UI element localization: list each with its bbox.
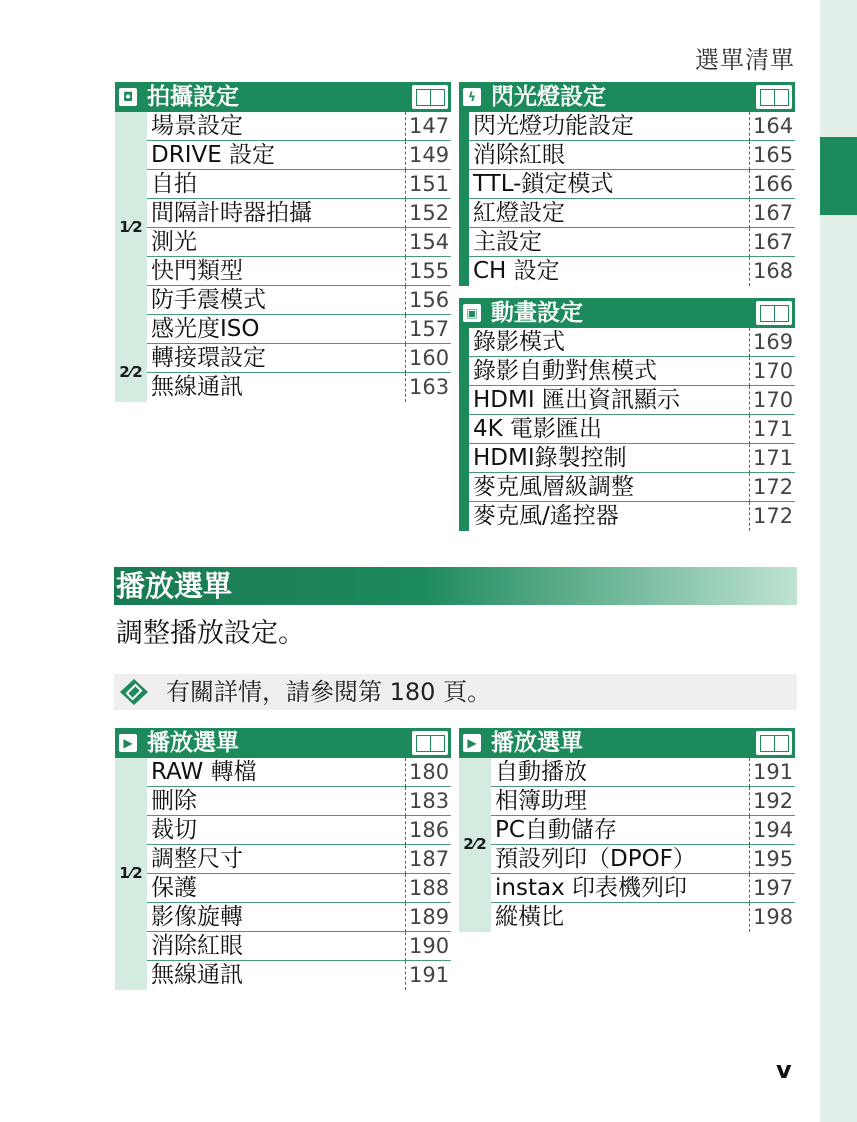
table-row	[147, 344, 451, 373]
table-body	[459, 112, 795, 286]
row-group	[459, 328, 795, 531]
menu-item-name: 錄影模式	[473, 329, 565, 355]
table-row	[147, 932, 451, 961]
note-text: 有關詳情，請參閱第 180 頁。	[166, 678, 492, 706]
table-row	[491, 903, 795, 932]
table-row	[469, 357, 795, 386]
page-reference: 198	[749, 903, 795, 932]
table-row	[147, 141, 451, 170]
page-reference: 191	[405, 961, 451, 990]
table-body	[459, 758, 795, 932]
group-label	[459, 112, 469, 286]
menu-item-name: 快門類型	[151, 258, 243, 284]
menu-item-name: CH 設定	[473, 258, 560, 284]
book-icon	[412, 731, 448, 755]
table-row	[491, 758, 795, 787]
table-row	[147, 373, 451, 402]
page-reference: 166	[749, 170, 795, 199]
menu-item-name: 影像旋轉	[151, 904, 243, 930]
page-reference: 172	[749, 502, 795, 531]
page-reference: 169	[749, 328, 795, 357]
page-reference: 186	[405, 816, 451, 845]
table-row	[469, 502, 795, 531]
menu-item-name: 麥克風層級調整	[473, 474, 634, 500]
page-reference: 197	[749, 874, 795, 903]
table-row	[147, 228, 451, 257]
page-reference: 155	[405, 257, 451, 286]
page-number: v	[776, 1056, 792, 1084]
menu-item-name: 自拍	[151, 171, 197, 197]
menu-item-name: HDMI錄製控制	[473, 445, 627, 471]
table-row	[147, 286, 451, 315]
group-label	[459, 758, 491, 932]
book-icon	[756, 85, 792, 109]
movie-icon: ▣	[463, 304, 481, 322]
table-row	[469, 386, 795, 415]
menu-item-name: 主設定	[473, 229, 542, 255]
menu-item-name: RAW 轉檔	[151, 759, 257, 785]
table-row	[147, 903, 451, 932]
row-group	[115, 112, 451, 344]
page-reference: 170	[749, 357, 795, 386]
section-heading	[114, 567, 797, 605]
table-title: 拍攝設定	[147, 84, 239, 110]
page-reference: 167	[749, 199, 795, 228]
menu-item-name: 縱橫比	[495, 904, 564, 930]
menu-item-name: 4K 電影匯出	[473, 416, 603, 442]
group-page-indicator: 1⁄2	[119, 864, 143, 882]
page-reference: 183	[405, 787, 451, 816]
page-reference: 172	[749, 473, 795, 502]
table-row	[147, 816, 451, 845]
playback-icon: ▶	[463, 734, 481, 752]
menu-item-name: 無線通訊	[151, 962, 243, 988]
group-page-indicator: 1⁄2	[119, 218, 143, 236]
row-group	[115, 758, 451, 990]
page-reference: 151	[405, 170, 451, 199]
menu-item-name: 裁切	[151, 817, 197, 843]
menu-item-name: PC自動儲存	[495, 817, 617, 843]
page-reference: 157	[405, 315, 451, 344]
page-reference: 147	[405, 112, 451, 141]
row-group	[115, 344, 451, 402]
page-reference: 191	[749, 758, 795, 787]
page-reference: 180	[405, 758, 451, 787]
table-row	[147, 112, 451, 141]
table-row	[469, 141, 795, 170]
table-header	[459, 298, 795, 328]
note-icon	[119, 678, 149, 706]
table-body	[115, 758, 451, 990]
page-reference: 187	[405, 845, 451, 874]
menu-item-name: DRIVE 設定	[151, 142, 276, 168]
table-header	[459, 82, 795, 112]
table-row	[469, 328, 795, 357]
table-body	[459, 328, 795, 531]
menu-item-name: HDMI 匯出資訊顯示	[473, 387, 680, 413]
table-row	[469, 112, 795, 141]
table-row	[147, 874, 451, 903]
table-row	[469, 473, 795, 502]
table-title: 播放選單	[147, 730, 239, 756]
group-label	[459, 328, 469, 531]
page-reference: 160	[405, 344, 451, 373]
table-row	[147, 257, 451, 286]
table-header	[115, 82, 451, 112]
table-row	[147, 758, 451, 787]
flash-settings-table	[459, 82, 795, 286]
page-reference: 165	[749, 141, 795, 170]
group-label	[115, 112, 147, 344]
menu-item-name: 感光度ISO	[151, 316, 260, 342]
table-row	[469, 228, 795, 257]
page-reference: 152	[405, 199, 451, 228]
page-reference: 188	[405, 874, 451, 903]
menu-item-name: 無線通訊	[151, 374, 243, 400]
table-row	[491, 874, 795, 903]
menu-item-name: 場景設定	[151, 113, 243, 139]
book-icon	[756, 301, 792, 325]
table-row	[469, 170, 795, 199]
menu-item-name: 測光	[151, 229, 197, 255]
menu-item-name: 防手震模式	[151, 287, 266, 313]
playback-icon: ▶	[119, 734, 137, 752]
group-label	[115, 344, 147, 402]
group-label	[115, 758, 147, 990]
table-title: 播放選單	[491, 730, 583, 756]
book-icon	[756, 731, 792, 755]
menu-item-name: 錄影自動對焦模式	[473, 358, 657, 384]
table-row	[469, 415, 795, 444]
page-reference: 164	[749, 112, 795, 141]
page-reference: 189	[405, 903, 451, 932]
camera-icon: ◘	[119, 88, 137, 106]
menu-item-name: 保護	[151, 875, 197, 901]
page-reference: 154	[405, 228, 451, 257]
menu-item-name: 刪除	[151, 788, 197, 814]
chapter-tab	[820, 137, 857, 215]
table-row	[491, 816, 795, 845]
section-title: 播放選單	[116, 569, 233, 603]
menu-item-name: 紅燈設定	[473, 200, 565, 226]
table-header	[459, 728, 795, 758]
table-title: 動畫設定	[491, 300, 583, 326]
menu-item-name: 閃光燈功能設定	[473, 113, 634, 139]
table-row	[147, 170, 451, 199]
menu-item-name: 調整尺寸	[151, 846, 243, 872]
menu-item-name: 消除紅眼	[473, 142, 565, 168]
page-reference: 194	[749, 816, 795, 845]
menu-item-name: 自動播放	[495, 759, 587, 785]
section-intro: 調整播放設定。	[116, 618, 305, 649]
page-reference: 163	[405, 373, 451, 402]
table-row	[147, 845, 451, 874]
page-reference: 168	[749, 257, 795, 286]
table-row	[469, 444, 795, 473]
menu-item-name: 預設列印（DPOF）	[495, 846, 696, 872]
page-reference: 171	[749, 415, 795, 444]
menu-item-name: 間隔計時器拍攝	[151, 200, 312, 226]
page-reference: 149	[405, 141, 451, 170]
table-title: 閃光燈設定	[491, 84, 606, 110]
flash-icon: ϟ	[463, 88, 481, 106]
menu-item-name: 消除紅眼	[151, 933, 243, 959]
table-header	[115, 728, 451, 758]
table-body	[115, 112, 451, 402]
shooting-settings-table	[115, 82, 451, 402]
group-page-indicator: 2⁄2	[463, 835, 487, 853]
running-head: 選單清單	[695, 46, 795, 74]
playback-menu-table-2	[459, 728, 795, 932]
page-reference: 190	[405, 932, 451, 961]
playback-menu-table-1	[115, 728, 451, 990]
table-row	[491, 787, 795, 816]
row-group	[459, 112, 795, 286]
menu-item-name: TTL-鎖定模式	[473, 171, 614, 197]
table-row	[147, 199, 451, 228]
menu-item-name: instax 印表機列印	[495, 875, 687, 901]
menu-item-name: 相簿助理	[495, 788, 587, 814]
table-row	[491, 845, 795, 874]
table-row	[147, 961, 451, 990]
table-row	[469, 199, 795, 228]
page-reference: 156	[405, 286, 451, 315]
page-reference: 167	[749, 228, 795, 257]
table-row	[147, 315, 451, 344]
menu-item-name: 麥克風/遙控器	[473, 503, 619, 529]
page-reference: 171	[749, 444, 795, 473]
book-icon	[412, 85, 448, 109]
table-row	[147, 787, 451, 816]
movie-settings-table	[459, 298, 795, 531]
row-group	[459, 758, 795, 932]
page-reference: 192	[749, 787, 795, 816]
menu-item-name: 轉接環設定	[151, 345, 266, 371]
reference-note	[114, 674, 797, 710]
page-reference: 170	[749, 386, 795, 415]
table-row	[469, 257, 795, 286]
page-reference: 195	[749, 845, 795, 874]
group-page-indicator: 2⁄2	[119, 363, 143, 381]
